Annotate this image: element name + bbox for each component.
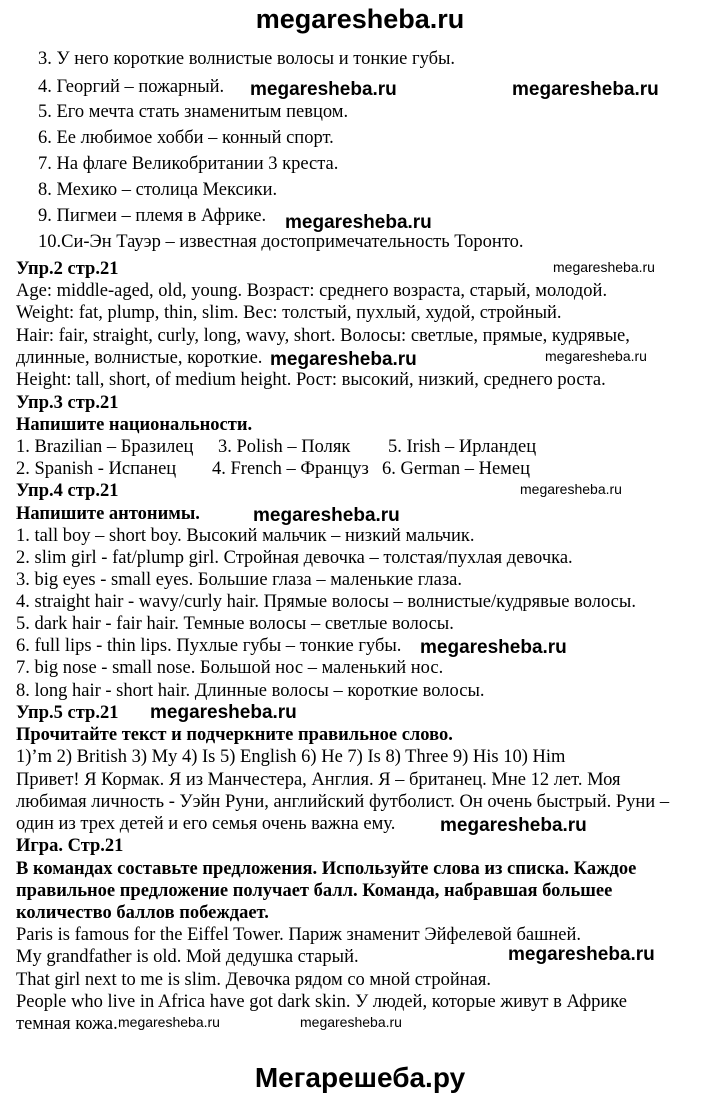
list-item: 7. На флаге Великобритании 3 креста.	[38, 154, 339, 174]
watermark: megaresheba.ru	[118, 1014, 220, 1030]
site-footer: Мегарешеба.ру	[254, 1062, 466, 1093]
watermark: megaresheba.ru	[150, 702, 297, 723]
watermark: megaresheba.ru	[420, 637, 567, 658]
watermark: megaresheba.ru	[508, 944, 655, 965]
list-item: 3. У него короткие волнистые волосы и тонкие губы.	[38, 49, 456, 69]
watermark: megaresheba.ru	[553, 259, 655, 275]
watermark: megaresheba.ru	[285, 212, 432, 233]
table-cell: 1. Brazilian – Бразилец	[16, 437, 194, 457]
text-line: длинные, волнистые, короткие.	[16, 348, 263, 368]
text-line: 4. straight hair - wavy/curly hair. Прямые волосы – волнистые/кудрявые волосы.	[16, 592, 636, 612]
text-line: 2. slim girl - fat/plump girl. Стройная девочка – толстая/пухлая девочка.	[16, 548, 573, 568]
task-text: количество баллов побеждает.	[16, 903, 269, 923]
task-text: Напишите национальности.	[16, 415, 253, 435]
text-line: Weight: fat, plump, thin, slim. Вес: толстый, пухлый, худой, стройный.	[16, 303, 562, 323]
text-line: Paris is famous for the Eiffel Tower. Париж знаменит Эйфелевой башней.	[16, 925, 582, 945]
text-line: Age: middle-aged, old, young. Возраст: среднего возраста, старый, молодой.	[16, 281, 608, 301]
text-line: Height: tall, short, of medium height. Рост: высокий, низкий, среднего роста.	[16, 370, 606, 390]
table-cell: 6. German – Немец	[382, 459, 530, 479]
task-text: Прочитайте текст и подчеркните правильное слово.	[16, 725, 453, 745]
table-cell: 2. Spanish - Испанец	[16, 459, 177, 479]
table-cell: 5. Irish – Ирландец	[388, 437, 537, 457]
site-header: megaresheba.ru	[255, 4, 465, 34]
watermark: megaresheba.ru	[545, 348, 647, 364]
text-line: 3. big eyes - small eyes. Большие глаза – маленькие глаза.	[16, 570, 462, 590]
watermark: megaresheba.ru	[270, 349, 417, 370]
watermark: megaresheba.ru	[253, 505, 400, 526]
text-line: Привет! Я Кормак. Я из Манчестера, Англия. Я – британец. Мне 12 лет. Моя	[16, 770, 621, 790]
task-text: правильное предложение получает балл. Команда, набравшая большее	[16, 881, 613, 901]
section-heading: Упр.5 стр.21	[16, 703, 119, 723]
text-line: 5. dark hair - fair hair. Темные волосы – светлые волосы.	[16, 614, 454, 634]
text-line: 6. full lips - thin lips. Пухлые губы – тонкие губы.	[16, 636, 402, 656]
task-text: В командах составьте предложения. Используйте слова из списка. Каждое	[16, 859, 637, 879]
table-cell: 4. French – Француз	[212, 459, 369, 479]
list-item: 6. Ее любимое хобби – конный спорт.	[38, 128, 334, 148]
list-item: 4. Георгий – пожарный.	[38, 77, 225, 97]
text-line: 1. tall boy – short boy. Высокий мальчик – низкий мальчик.	[16, 526, 475, 546]
text-line: любимая личность - Уэйн Руни, английский футболист. Он очень быстрый. Руни –	[16, 792, 670, 812]
watermark: megaresheba.ru	[512, 79, 659, 100]
section-heading: Упр.4 стр.21	[16, 481, 119, 501]
section-heading: Игра. Стр.21	[16, 836, 124, 856]
watermark: megaresheba.ru	[300, 1014, 402, 1030]
section-heading: Упр.3 стр.21	[16, 393, 119, 413]
text-line: My grandfather is old. Мой дедушка старый.	[16, 947, 359, 967]
list-item: 8. Мехико – столица Мексики.	[38, 180, 278, 200]
text-line: один из трех детей и его семья очень важна ему.	[16, 814, 396, 834]
list-item: 9. Пигмеи – племя в Африке.	[38, 206, 267, 226]
text-line: 8. long hair - short hair. Длинные волосы – короткие волосы.	[16, 681, 485, 701]
text-line: Hair: fair, straight, curly, long, wavy, short. Волосы: светлые, прямые, кудрявые,	[16, 326, 630, 346]
text-line: 1)’m 2) British 3) My 4) Is 5) English 6) He 7) Is 8) Three 9) His 10) Him	[16, 747, 566, 767]
text-line: People who live in Africa have got dark skin. У людей, которые живут в Африке	[16, 992, 627, 1012]
watermark: megaresheba.ru	[440, 815, 587, 836]
text-line: темная кожа.	[16, 1014, 118, 1034]
section-heading: Упр.2 стр.21	[16, 259, 119, 279]
list-item: 5. Его мечта стать знаменитым певцом.	[38, 102, 349, 122]
text-line: 7. big nose - small nose. Большой нос – маленький нос.	[16, 658, 444, 678]
table-cell: 3. Polish – Поляк	[218, 437, 351, 457]
text-line: That girl next to me is slim. Девочка рядом со мной стройная.	[16, 970, 491, 990]
task-text: Напишите антонимы.	[16, 504, 200, 524]
watermark: megaresheba.ru	[520, 481, 622, 497]
watermark: megaresheba.ru	[250, 79, 397, 100]
list-item: 10.Си-Эн Тауэр – известная достопримечательность Торонто.	[38, 232, 524, 252]
